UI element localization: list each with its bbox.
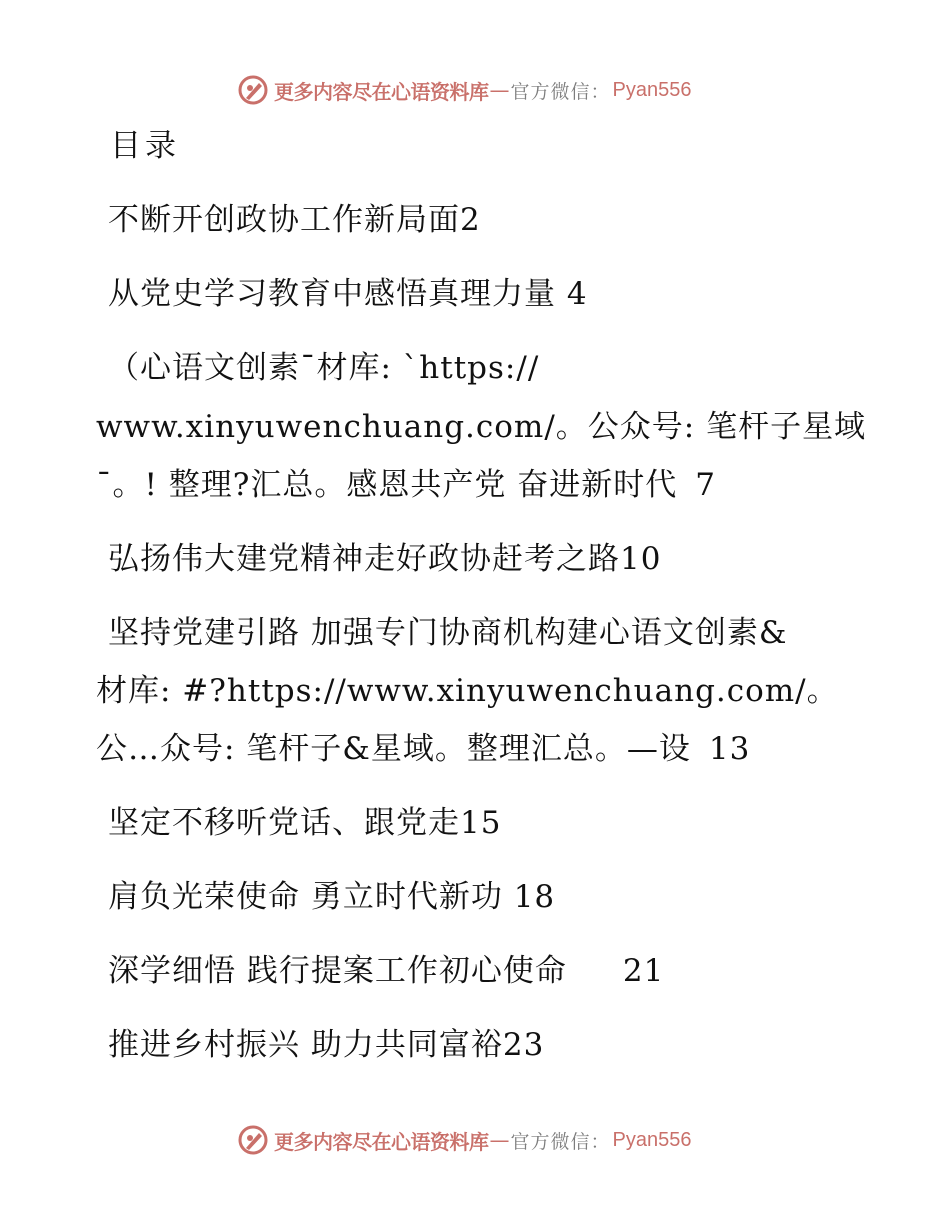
toc-entry <box>108 951 664 991</box>
toc-entry-text: 弘扬伟大建党精神走好政协赶考之路10 <box>108 541 662 577</box>
banner-separator: — <box>489 1128 510 1152</box>
toc-entry-text: 坚持党建引路 加强专门协商机构建心语文创素& <box>108 615 788 651</box>
toc-entry-text: 材库: #?https://www.xinyuwenchuang.com/。 <box>96 673 839 709</box>
toc-entry <box>108 200 481 240</box>
banner-main-text: 更多内容尽在心语资料库 <box>274 1129 489 1154</box>
toc-entry-text: 从党史学习教育中感悟真理力量 4 <box>108 276 588 312</box>
banner-main-text: 更多内容尽在心语资料库 <box>274 79 489 104</box>
toc-page-number: 13 <box>708 731 751 767</box>
toc-entry <box>108 877 555 917</box>
toc-entry-text: 坚定不移听党话、跟党走15 <box>108 805 502 841</box>
toc-entry <box>108 274 588 314</box>
toc-entry-text: 推进乡村振兴 助力共同富裕23 <box>108 1027 545 1063</box>
toc-entry-continuation <box>96 465 716 505</box>
toc-entry-text: www.xinyuwenchuang.com/。公众号: 笔杆子星域 <box>96 409 867 445</box>
toc-entry <box>108 348 539 388</box>
toc-entry-text: 肩负光荣使命 勇立时代新功 18 <box>108 879 556 915</box>
toc-entry-text: 公…众号: 笔杆子&星域。整理汇总。—设 <box>96 731 691 767</box>
banner-separator: — <box>489 78 510 102</box>
toc-entry-continuation <box>96 729 750 769</box>
toc-entry <box>108 803 501 843</box>
toc-entry-text: ¯。! 整理?汇总。感恩共产党 奋进新时代 <box>96 467 678 503</box>
banner-wechat-id: Pyan556 <box>612 78 692 101</box>
toc-entry <box>108 539 661 579</box>
toc-entry <box>108 1025 544 1065</box>
pen-logo-icon <box>236 1123 270 1157</box>
toc-entry-text: 不断开创政协工作新局面2 <box>108 202 481 238</box>
toc-entry-continuation <box>96 671 839 711</box>
banner-official-label: 官方微信： <box>510 1130 611 1153</box>
toc-entry-continuation <box>96 407 866 447</box>
header-banner <box>236 72 691 108</box>
pen-logo-icon <box>236 73 270 107</box>
toc-page-number: 7 <box>695 467 717 503</box>
banner-wechat-id: Pyan556 <box>612 1128 692 1151</box>
banner-official-label: 官方微信： <box>510 80 611 103</box>
toc-entry <box>108 613 787 653</box>
toc-entry-text: （心语文创素¯材库: `https:// <box>108 350 540 386</box>
toc-title: 目录 <box>110 128 180 164</box>
toc-page-number: 21 <box>622 953 665 989</box>
toc-entry-text: 深学细悟 践行提案工作初心使命 <box>108 953 567 989</box>
footer-banner <box>236 1122 691 1158</box>
